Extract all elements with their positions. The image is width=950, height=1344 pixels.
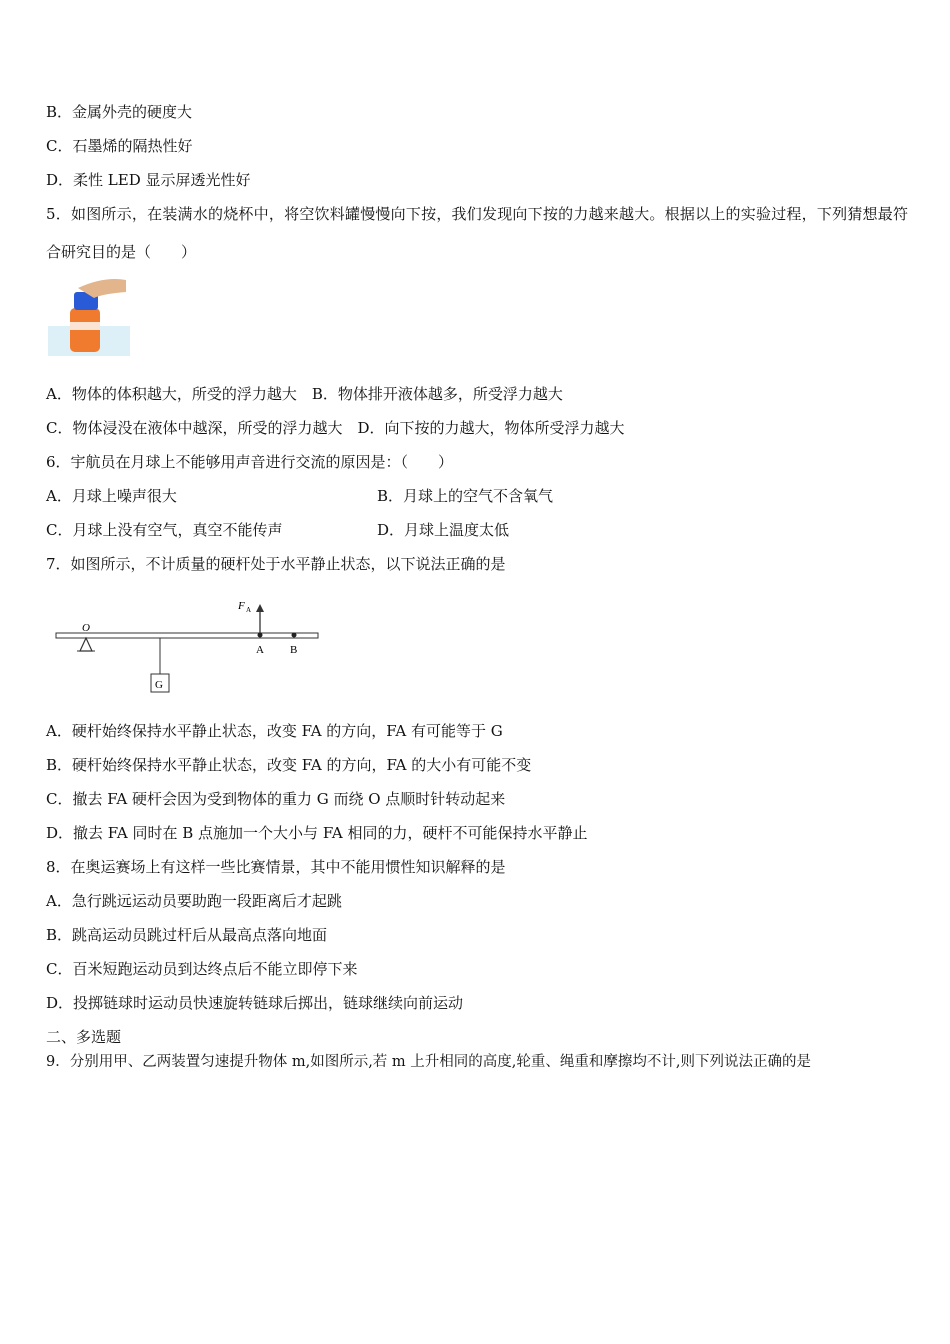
force-arrow-head: [256, 604, 264, 612]
q4-option-c: C．石墨烯的隔热性好: [46, 137, 193, 155]
label-o: O: [82, 622, 90, 634]
q8-option-a: A．急行跳远运动员要助跑一段距离后才起跳: [46, 892, 342, 910]
point-a-dot: [258, 633, 263, 638]
q7-option-c: C．撤去 FA 硬杆会因为受到物体的重力 G 而绕 O 点顺时针转动起来: [46, 790, 506, 808]
q8-stem: 8．在奥运赛场上有这样一些比赛情景，其中不能用惯性知识解释的是: [46, 858, 506, 876]
q4-option-b: B．金属外壳的硬度大: [46, 103, 193, 121]
lever-rod: [56, 633, 318, 638]
section-title: 二、多选题: [46, 1028, 122, 1046]
q7-option-d: D．撤去 FA 同时在 B 点施加一个大小与 FA 相同的力，硬杆不可能保持水平静止: [46, 824, 588, 842]
label-force-sub: A: [246, 606, 252, 614]
label-g: G: [155, 679, 163, 691]
label-a: A: [256, 644, 264, 656]
q4-option-d: D．柔性 LED 显示屏透光性好: [46, 171, 251, 189]
q7-figure-lever: [52, 596, 332, 700]
q8-option-c: C．百米短跑运动员到达终点后不能立即停下来: [46, 960, 358, 978]
label-b: B: [290, 644, 298, 656]
q8-option-b: B．跳高运动员跳过杆后从最高点落向地面: [46, 926, 328, 944]
q5-stem: 5．如图所示，在装满水的烧杯中，将空饮料罐慢慢向下按，我们发现向下按的力越来越大。根据以上的实验过程，下列猜想最符合研究目的是（ ）: [46, 205, 908, 261]
q6-option-b: B．月球上的空气不含氧气: [377, 487, 554, 505]
q6-option-d: D．月球上温度太低: [377, 521, 510, 539]
fulcrum-icon: [80, 638, 92, 651]
q7-option-a: A．硬杆始终保持水平静止状态，改变 FA 的方向，FA 有可能等于 G: [46, 722, 503, 740]
can-stripe: [70, 322, 100, 330]
q7-stem: 7．如图所示，不计质量的硬杆处于水平静止状态，以下说法正确的是: [46, 555, 506, 573]
q7-option-b: B．硬杆始终保持水平静止状态，改变 FA 的方向，FA 的大小有可能不变: [46, 756, 532, 774]
q5-options-ab: A．物体的体积越大，所受的浮力越大 B．物体排开液体越多，所受浮力越大: [46, 385, 563, 403]
point-b-dot: [292, 633, 297, 638]
q6-option-c: C．月球上没有空气，真空不能传声: [46, 521, 283, 539]
q6-stem: 6．宇航员在月球上不能够用声音进行交流的原因是：（ ）: [46, 453, 454, 471]
q5-options-cd: C．物体浸没在液体中越深，所受的浮力越大 D．向下按的力越大，物体所受浮力越大: [46, 419, 625, 437]
q5-figure-can-in-beaker: [44, 274, 134, 360]
q9-stem: 9．分别用甲、乙两装置匀速提升物体 m,如图所示,若 m 上升相同的高度,轮重、绳重和摩擦均不计,则下列说法正确的是: [46, 1054, 811, 1070]
q6-option-a: A．月球上噪声很大: [46, 487, 177, 505]
label-force: F: [238, 600, 245, 612]
q8-option-d: D．投掷链球时运动员快速旋转链球后掷出，链球继续向前运动: [46, 994, 464, 1012]
